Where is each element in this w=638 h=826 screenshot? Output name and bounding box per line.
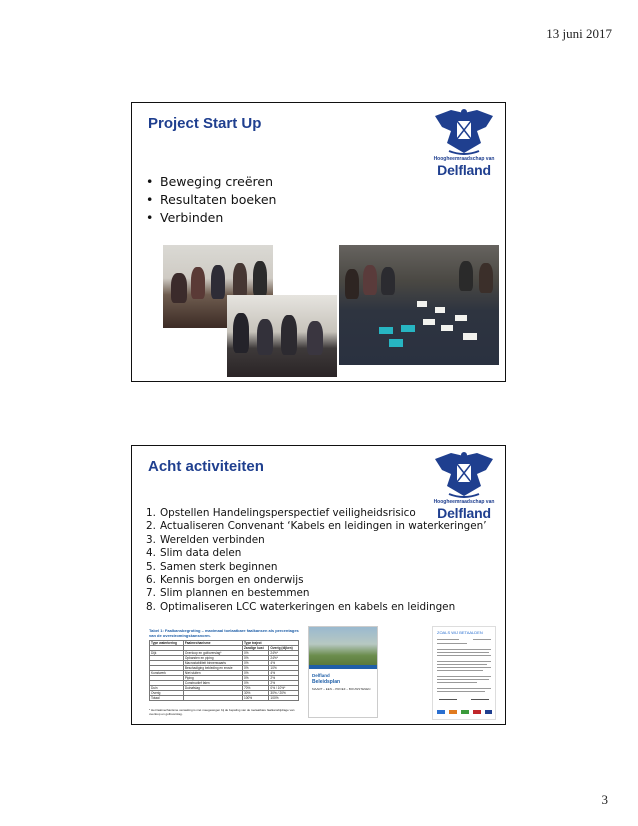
cover-band [309, 665, 377, 669]
bullet-list [146, 173, 276, 227]
meeting-photo [339, 245, 499, 365]
list-item: • Beweging creëren [146, 174, 274, 189]
list-item: 1. Opstellen Handelingsperspectief veiligheidsrisico [146, 507, 416, 519]
list-item: 6. Kennis borgen en onderwijs [146, 574, 304, 587]
coat-of-arms-icon [429, 450, 499, 500]
faalkans-table-thumbnail [146, 626, 302, 720]
logo-subtitle: Hoogheemraadschap van [433, 156, 495, 162]
list-item: 2. Actualiseren Convenant ‘Kabels en leidingen in waterkeringen’ [146, 520, 487, 533]
slide-title: Project Start Up [148, 115, 262, 132]
table-row: Piping 0% 2% [150, 676, 299, 681]
logo-subtitle: Hoogheemraadschap van [433, 499, 495, 505]
letter-heading: ZOALS WIJ BETAALDEN [437, 630, 483, 635]
list-item: 7. Slim plannen en bestemmen [146, 587, 310, 600]
list-item: 3. Werelden verbinden [146, 533, 265, 546]
logo-strip [437, 709, 493, 715]
table-row: Totaal 100% 100% [150, 696, 299, 701]
coat-of-arms-icon [429, 107, 499, 157]
list-item: 8. Optimaliseren LCC waterkeringen en kabels en leidingen [146, 600, 456, 613]
list-item: • Verbinden [146, 210, 224, 225]
table-row: Opbarsten en piping 0% 24%* [150, 656, 299, 661]
delfland-logo [429, 107, 499, 185]
activity-list [146, 507, 487, 614]
cover-subtitle: Beleidsplan [312, 679, 341, 685]
logo-name: Delfland [437, 505, 491, 521]
table-footnote: * Het faalmechanisme verweking is niet meegewogen bij de bepaling van de toelaatbare faalkansbijdrage van overloop en golfoverslag. [149, 708, 295, 716]
cover-photo [309, 627, 377, 665]
page-date: 13 juni 2017 [546, 26, 612, 41]
list-item: • Resultaten boeken [146, 192, 277, 207]
table-row: Dijk Overloop en golfoverslag* 0% 24%* [150, 651, 299, 656]
table-row: Constructief falen 0% 2% [150, 681, 299, 686]
beleidsplan-cover-thumbnail [308, 626, 378, 718]
slide-acht-activiteiten [131, 445, 506, 725]
list-item: 5. Samen sterk beginnen [146, 560, 278, 573]
faalkans-table: Type waterkering Faalmechanisme Type traject Zandige kust Overig (dijken) Dijk Overloop en golfoverslag* 0% 24%* Opbarsten en piping 0% 24%* Macrostabiliteit binnenwaarts 0% 4% Beschadiging bekleding en erosie 0% 10% Kunstwerk Niet sluiten 0% 4% Piping 0% 2% Constructief falen 0% 2% Duin Duinafslag 70% 0% / 10%* Overig 30% 30% / 20% Totaal 100% 100% [149, 640, 299, 701]
slide-title: Acht activiteiten [148, 458, 264, 475]
table-row: Overig 30% 30% / 20% [150, 691, 299, 696]
cover-title: Delfland [312, 673, 330, 678]
cover-line: MAART – EEN – PROEF – BOUWSTENEN [312, 687, 371, 691]
table-row: Beschadiging bekleding en erosie 0% 10% [150, 666, 299, 671]
table-row: Duin Duinafslag 70% 0% / 10%* [150, 686, 299, 691]
logo-name: Delfland [437, 162, 491, 178]
slide-project-start-up [131, 102, 506, 382]
table-caption: Tabel 1: Faalkansbegroting – maximaal toelaatbare faalkansen als percentages van de overstromingskansnorm. [149, 628, 299, 638]
table-row: Kunstwerk Niet sluiten 0% 4% [150, 671, 299, 676]
convenant-letter-thumbnail [432, 626, 496, 720]
page-number: 3 [601, 792, 608, 807]
list-item: 4. Slim data delen [146, 547, 242, 560]
meeting-photo [227, 295, 337, 377]
table-row: Macrostabiliteit binnenwaarts 0% 4% [150, 661, 299, 666]
